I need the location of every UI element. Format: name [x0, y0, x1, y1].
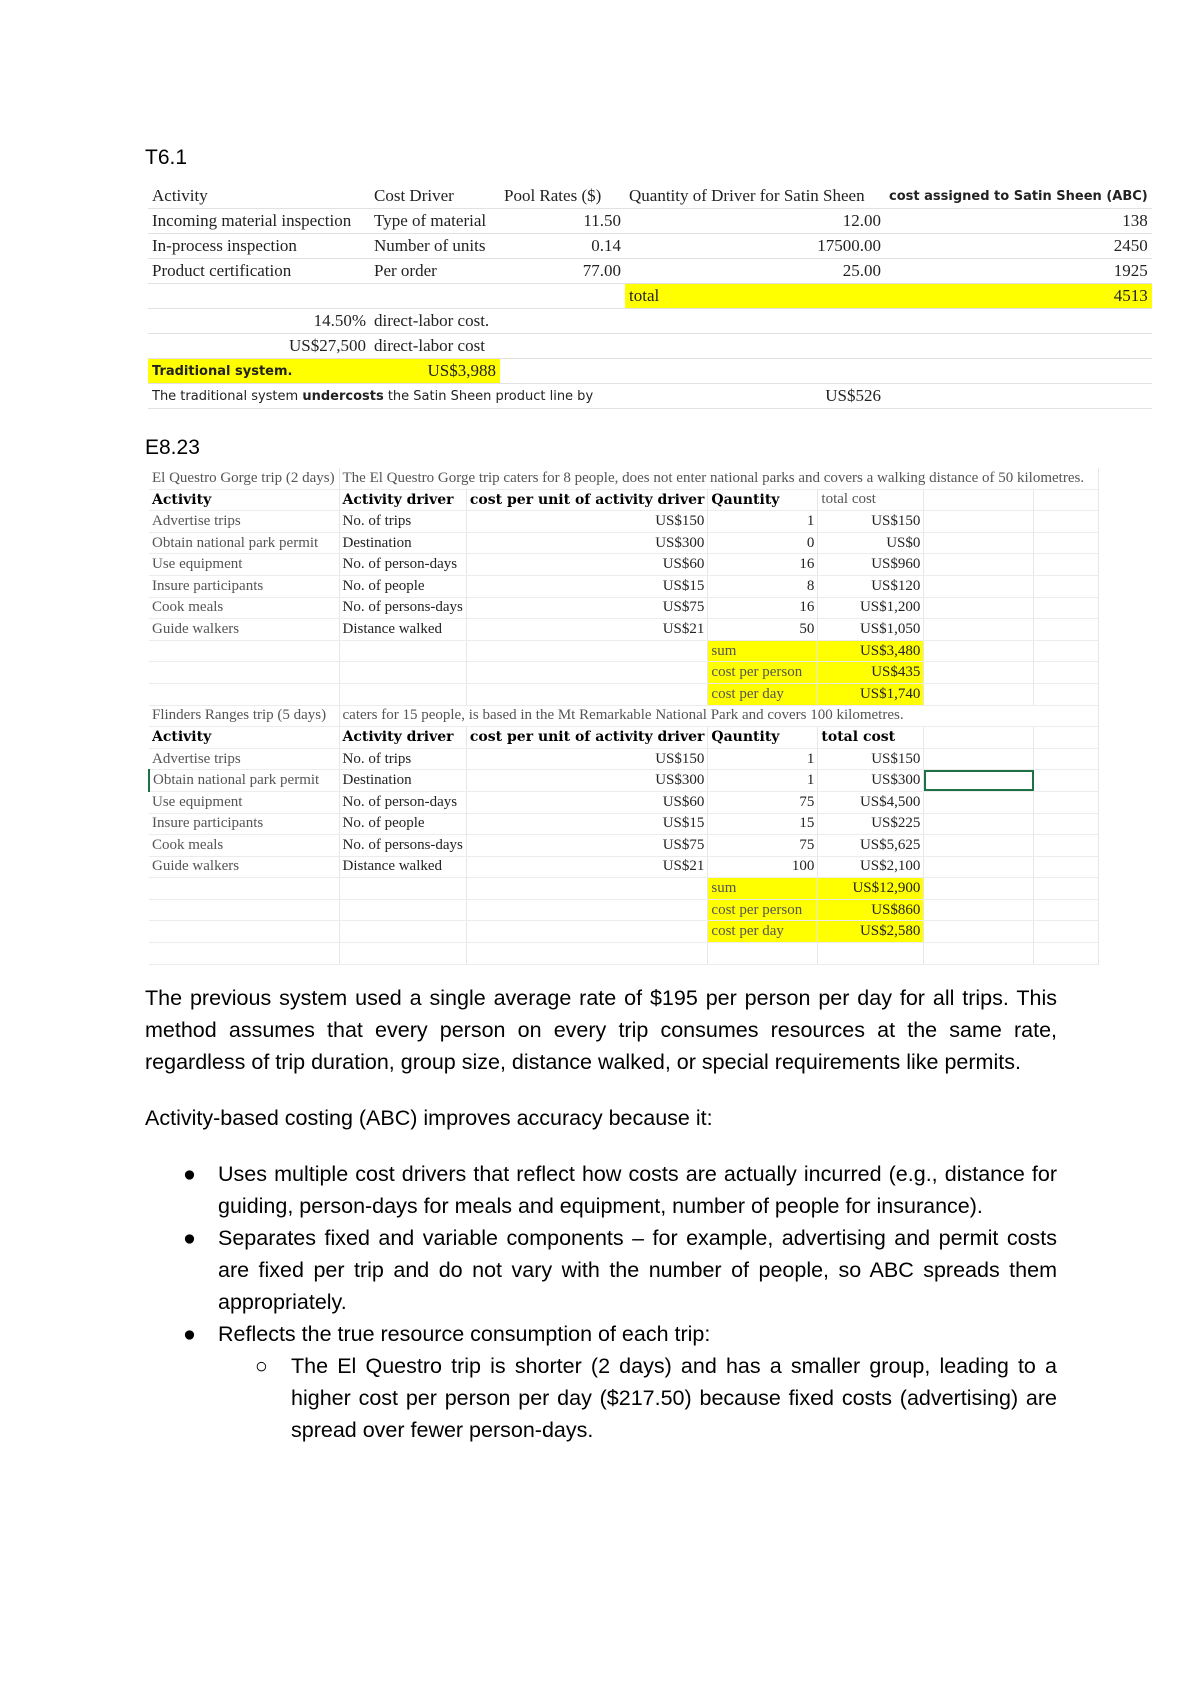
cell: US$120 — [818, 575, 924, 597]
cell: 77.00 — [500, 259, 625, 284]
total-row — [148, 284, 1152, 309]
table-row — [149, 856, 1099, 878]
summary-label: cost per day — [708, 683, 818, 705]
header-cell: total cost — [818, 489, 924, 511]
dlc-value: US$27,500 — [148, 334, 370, 359]
header-cell: Cost Driver — [370, 184, 500, 209]
summary-label: sum — [708, 878, 818, 900]
summary-value: US$3,480 — [818, 640, 924, 662]
trip-description: The El Questro Gorge trip caters for 8 people, does not enter national parks and covers a walking distance of 50 kilometres. — [339, 468, 1099, 489]
header-cell: Activity driver — [339, 489, 466, 511]
cell: Guide walkers — [149, 619, 339, 641]
cell: No. of persons-days — [339, 835, 466, 857]
total-value: 4513 — [885, 284, 1152, 309]
summary-value: US$435 — [818, 662, 924, 684]
cell: No. of trips — [339, 748, 466, 770]
table-header-row — [149, 489, 1099, 511]
cell: 138 — [885, 209, 1152, 234]
header-cell: Activity — [149, 727, 339, 749]
cell: Use equipment — [149, 554, 339, 576]
undercost-value: US$526 — [625, 384, 885, 409]
summary-row — [149, 683, 1099, 705]
list-item: ○ The El Questro trip is shorter (2 days) and has a smaller group, leading to a higher cost per person per day ($217.50) because fixed costs (advertising) are spread over fewer person-days. — [145, 1350, 1057, 1446]
cell: 1 — [708, 748, 818, 770]
cell: US$150 — [818, 748, 924, 770]
cell: 1 — [708, 511, 818, 533]
cell: 100 — [708, 856, 818, 878]
summary-label: cost per person — [708, 662, 818, 684]
cell: Per order — [370, 259, 500, 284]
cell: Obtain national park permit — [149, 532, 339, 554]
bullet-icon: ● — [183, 1226, 196, 1250]
header-cell: Activity driver — [339, 727, 466, 749]
list-item: ● Separates fixed and variable components – for example, advertising and permit costs are fixed per trip and do not vary with the number of people, so ABC spreads them appropriately. — [145, 1222, 1057, 1318]
summary-row — [149, 662, 1099, 684]
undercost-text: The traditional system undercosts the Satin Sheen product line by — [148, 384, 625, 409]
table-row — [148, 209, 1152, 234]
bullet-icon: ● — [183, 1162, 196, 1186]
traditional-label: Traditional system. — [148, 359, 370, 384]
table-row — [148, 259, 1152, 284]
traditional-value: US$3,988 — [370, 359, 500, 384]
cell: No. of people — [339, 813, 466, 835]
table-row — [149, 770, 1099, 792]
cell: Distance walked — [339, 619, 466, 641]
cell: Incoming material inspection — [148, 209, 370, 234]
header-cell: Activity — [149, 489, 339, 511]
total-label: total — [625, 284, 885, 309]
summary-row — [149, 921, 1099, 943]
cell: 75 — [708, 835, 818, 857]
cell: US$300 — [466, 532, 708, 554]
cell: 8 — [708, 575, 818, 597]
cell: US$21 — [466, 619, 708, 641]
bullet-icon: ● — [183, 1322, 196, 1346]
section-heading-t61: T6.1 — [145, 146, 188, 169]
cell: US$4,500 — [818, 791, 924, 813]
summary-value: US$860 — [818, 899, 924, 921]
cell: US$75 — [466, 597, 708, 619]
paragraph: Activity-based costing (ABC) improves accuracy because it: — [145, 1106, 713, 1130]
cell: Insure participants — [149, 813, 339, 835]
cell: 25.00 — [625, 259, 885, 284]
cell: US$300 — [818, 770, 924, 792]
cell: Guide walkers — [149, 856, 339, 878]
sub-bullet-list — [218, 1350, 1057, 1446]
table-row — [149, 511, 1099, 533]
cell: Destination — [339, 532, 466, 554]
trip-description: caters for 15 people, is based in the Mt Remarkable National Park and covers 100 kilometres. — [339, 705, 1099, 727]
undercost-row — [148, 384, 1152, 409]
summary-value: US$2,580 — [818, 921, 924, 943]
cell: Insure participants — [149, 575, 339, 597]
cell: Use equipment — [149, 791, 339, 813]
summary-label: cost per person — [708, 899, 818, 921]
header-cell: Qauntity — [708, 489, 818, 511]
cell: Product certification — [148, 259, 370, 284]
table-row — [149, 748, 1099, 770]
cell: US$15 — [466, 813, 708, 835]
cell: US$15 — [466, 575, 708, 597]
cell: 50 — [708, 619, 818, 641]
header-cell: Activity — [148, 184, 370, 209]
cell: In-process inspection — [148, 234, 370, 259]
summary-value: US$12,900 — [818, 878, 924, 900]
cell: US$0 — [818, 532, 924, 554]
cell: Advertise trips — [149, 511, 339, 533]
rate-row — [148, 309, 1152, 334]
cell: US$150 — [818, 511, 924, 533]
summary-row — [149, 640, 1099, 662]
cell: 15 — [708, 813, 818, 835]
rate-label: direct-labor cost. — [370, 309, 1152, 334]
header-cell: cost per unit of activity driver — [466, 489, 708, 511]
summary-label: sum — [708, 640, 818, 662]
cell: 1925 — [885, 259, 1152, 284]
prose-section — [145, 982, 1057, 1446]
traditional-row — [148, 359, 1152, 384]
cell: US$1,050 — [818, 619, 924, 641]
list-item: ● Uses multiple cost drivers that reflect how costs are actually incurred (e.g., distance for guiding, person-days for meals and equipment, number of people for insurance). — [145, 1158, 1057, 1222]
cell: No. of person-days — [339, 554, 466, 576]
header-cell: cost assigned to Satin Sheen (ABC) — [885, 184, 1152, 209]
cell: US$225 — [818, 813, 924, 835]
cell: Distance walked — [339, 856, 466, 878]
cell: 11.50 — [500, 209, 625, 234]
cell: US$2,100 — [818, 856, 924, 878]
cell: Type of material — [370, 209, 500, 234]
table-row — [149, 619, 1099, 641]
cell: 12.00 — [625, 209, 885, 234]
header-cell: cost per unit of activity driver — [466, 727, 708, 749]
list-item: ● Reflects the true resource consumption of each trip: ○ The El Questro trip is shorter (2 days) and has a smaller group, leading to a higher cost per person per day ($217.50) because fixed costs (advertising) are spread over fewer person-days. — [145, 1318, 1057, 1446]
trip-title-row — [149, 705, 1099, 727]
selected-cell[interactable] — [924, 770, 1034, 792]
summary-value: US$1,740 — [818, 683, 924, 705]
cell: 17500.00 — [625, 234, 885, 259]
circle-bullet-icon: ○ — [255, 1354, 268, 1378]
bullet-list — [145, 1158, 1057, 1446]
header-cell: Qauntity — [708, 727, 818, 749]
t61-spreadsheet — [148, 184, 1152, 409]
cell: 0.14 — [500, 234, 625, 259]
summary-label: cost per day — [708, 921, 818, 943]
summary-row — [149, 899, 1099, 921]
cell: No. of persons-days — [339, 597, 466, 619]
cell: No. of trips — [339, 511, 466, 533]
dlc-label: direct-labor cost — [370, 334, 1152, 359]
e823-spreadsheet — [148, 468, 1099, 965]
cell: No. of person-days — [339, 791, 466, 813]
cell: Number of units — [370, 234, 500, 259]
cell: US$21 — [466, 856, 708, 878]
table-row — [149, 554, 1099, 576]
table-row — [149, 813, 1099, 835]
cell: US$150 — [466, 748, 708, 770]
section-heading-e823: E8.23 — [145, 436, 200, 459]
cell: US$60 — [466, 554, 708, 576]
cell: No. of people — [339, 575, 466, 597]
paragraph: The previous system used a single average rate of $195 per person per day for all trips. This method assumes that every person on every trip consumes resources at the same rate, regardless of trip duration, group size, distance walked, or special requirements like permits. — [145, 986, 1057, 1074]
cell: Obtain national park permit — [149, 770, 339, 792]
header-cell: total cost — [818, 727, 924, 749]
rate-value: 14.50% — [148, 309, 370, 334]
cell: 1 — [708, 770, 818, 792]
table-row — [148, 234, 1152, 259]
cell: 75 — [708, 791, 818, 813]
cell: Advertise trips — [149, 748, 339, 770]
cell: US$150 — [466, 511, 708, 533]
cell: Destination — [339, 770, 466, 792]
table-row — [149, 835, 1099, 857]
header-cell: Quantity of Driver for Satin Sheen — [625, 184, 885, 209]
cell: US$75 — [466, 835, 708, 857]
cell: Cook meals — [149, 597, 339, 619]
trip-name: Flinders Ranges trip (5 days) — [149, 705, 339, 727]
dlc-row — [148, 334, 1152, 359]
table-row — [149, 791, 1099, 813]
header-cell: Pool Rates ($) — [500, 184, 625, 209]
table-header-row — [148, 184, 1152, 209]
cell: 0 — [708, 532, 818, 554]
cell: US$60 — [466, 791, 708, 813]
table-row — [149, 532, 1099, 554]
cell: US$1,200 — [818, 597, 924, 619]
cell: US$960 — [818, 554, 924, 576]
cell: US$5,625 — [818, 835, 924, 857]
empty-row — [149, 943, 1099, 965]
cell: Cook meals — [149, 835, 339, 857]
cell: US$300 — [466, 770, 708, 792]
table-header-row — [149, 727, 1099, 749]
table-row — [149, 597, 1099, 619]
cell: 2450 — [885, 234, 1152, 259]
summary-row — [149, 878, 1099, 900]
table-row — [149, 575, 1099, 597]
cell: 16 — [708, 597, 818, 619]
trip-title-row — [149, 468, 1099, 489]
cell: 16 — [708, 554, 818, 576]
trip-name: El Questro Gorge trip (2 days) — [149, 468, 339, 489]
